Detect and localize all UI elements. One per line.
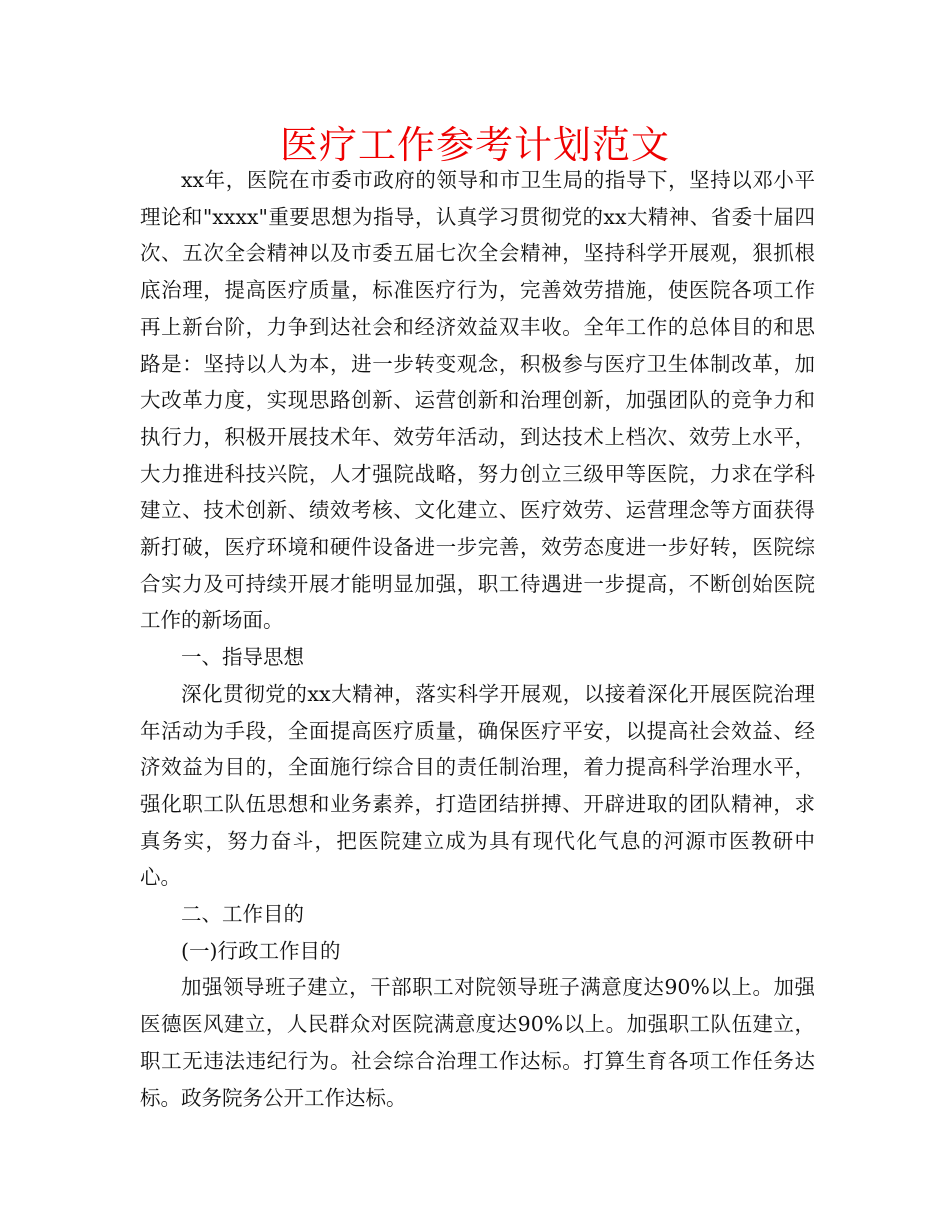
- document-body: [140, 162, 815, 1116]
- intro-paragraph: xx年，医院在市委市政府的领导和市卫生局的指导下，坚持以邓小平理论和"xxxx"重要思想为指导，认真学习贯彻党的xx大精神、省委十届四次、五次全会精神以及市委五届七次全会精神，坚持科学开展观，狠抓根底治理，提高医疗质量，标准医疗行为，完善效劳措施，使医院各项工作再上新台阶，力争到达社会和经济效益双丰收。全年工作的总体目的和思路是：坚持以人为本，进一步转变观念，积极参与医疗卫生体制改革，加大改革力度，实现思路创新、运营创新和治理创新，加强团队的竞争力和执行力，积极开展技术年、效劳年活动，到达技术上档次、效劳上水平，大力推进科技兴院，人才强院战略，努力创立三级甲等医院，力求在学科建立、技术创新、绩效考核、文化建立、医疗效劳、运营理念等方面获得新打破，医疗环境和硬件设备进一步完善，效劳态度进一步好转，医院综合实力及可持续开展才能明显加强，职工待遇进一步提高，不断创始医院工作的新场面。: [140, 168, 815, 633]
- section-heading-guiding-ideology: 一、指导思想: [181, 645, 304, 670]
- admin-goals-paragraph: 加强领导班子建立，干部职工对院领导班子满意度达90%以上。加强医德医风建立，人民群众对医院满意度达90%以上。加强职工队伍建立，职工无违法违纪行为。社会综合治理工作达标。打算生育各项工作任务达标。政务院务公开工作达标。: [140, 975, 815, 1110]
- subsection-heading-admin-goals: (一)行政工作目的: [181, 938, 341, 963]
- guiding-ideology-paragraph: 深化贯彻党的xx大精神，落实科学开展观，以接着深化开展医院治理年活动为手段，全面提高医疗质量，确保医疗平安，以提高社会效益、经济效益为目的，全面施行综合目的责任制治理，着力提高科学治理水平，强化职工队伍思想和业务素养，打造团结拼搏、开辟进取的团队精神，求真务实，努力奋斗，把医院建立成为具有现代化气息的河源市医教研中心。: [140, 681, 815, 890]
- document-title: 医疗工作参考计划范文: [279, 123, 670, 167]
- section-heading-work-goals: 二、工作目的: [181, 902, 304, 927]
